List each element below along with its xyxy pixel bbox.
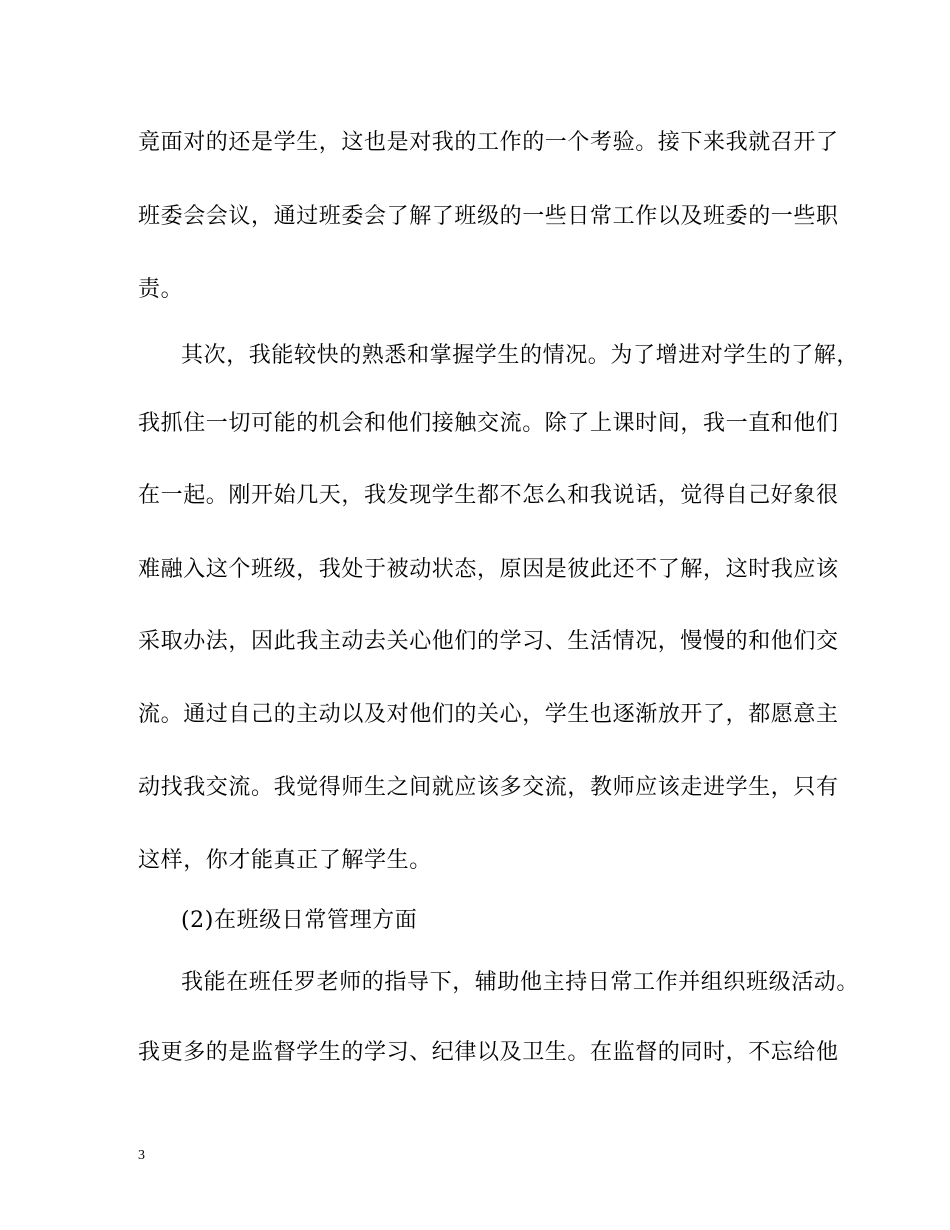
body-text-line: 我抓住一切可能的机会和他们接触交流。除了上课时间，我一直和他们 <box>138 411 839 436</box>
body-text-line: 竟面对的还是学生，这也是对我的工作的一个考验。接下来我就召开了 <box>138 130 839 155</box>
body-text-line: 我更多的是监督学生的学习、纪律以及卫生。在监督的同时，不忘给他 <box>138 1040 839 1065</box>
page-number: 3 <box>138 1148 145 1163</box>
body-text-line: 难融入这个班级，我处于被动状态，原因是彼此还不了解，这时我应该 <box>138 557 839 582</box>
section-heading: (2)在班级日常管理方面 <box>181 908 418 933</box>
body-text-line: 责。 <box>138 277 184 302</box>
body-text-line: 在一起。刚开始几天，我发现学生都不怎么和我说话，觉得自己好象很 <box>138 483 839 508</box>
paragraph-first-line: 其次，我能较快的熟悉和掌握学生的情况。为了增进对学生的了解， <box>181 343 860 368</box>
body-text-line: 班委会会议，通过班委会了解了班级的一些日常工作以及班委的一些职 <box>138 204 839 229</box>
body-text-line: 这样，你才能真正了解学生。 <box>138 848 432 873</box>
paragraph-first-line: 我能在班任罗老师的指导下，辅助他主持日常工作并组织班级活动。 <box>181 970 860 995</box>
body-text-line: 采取办法，因此我主动去关心他们的学习、生活情况，慢慢的和他们交 <box>138 629 839 654</box>
body-text-line: 动找我交流。我觉得师生之间就应该多交流，教师应该走进学生，只有 <box>138 775 839 800</box>
body-text-line: 流。通过自己的主动以及对他们的关心，学生也逐渐放开了，都愿意主 <box>138 702 839 727</box>
